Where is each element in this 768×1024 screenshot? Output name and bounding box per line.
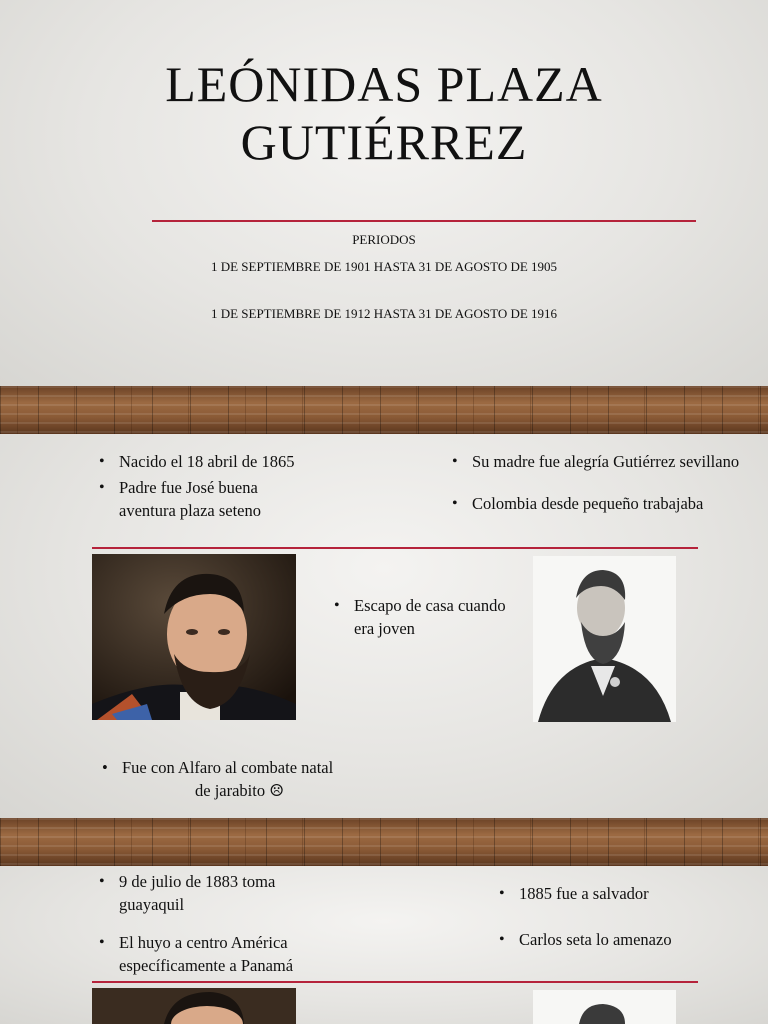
title-line-2: GUTIÉRREZ xyxy=(240,114,528,170)
portrait-photo-color xyxy=(92,554,296,720)
list-item: • Padre fue José buena aventura plaza seteno xyxy=(97,476,307,522)
list-item: • Carlos seta lo amenazo xyxy=(497,928,717,951)
section-divider xyxy=(92,981,698,983)
title-divider xyxy=(152,220,696,222)
section-divider xyxy=(92,547,698,549)
slide-title xyxy=(0,0,768,386)
bottom-bullet-line-2: de jarabito ☹ xyxy=(195,781,285,800)
slide-title-heading xyxy=(0,55,768,171)
period-2: 1 DE SEPTIEMBRE DE 1912 HASTA 31 DE AGOSTO DE 1916 xyxy=(210,306,558,321)
list-item: • Nacido el 18 abril de 1865 xyxy=(97,450,307,473)
right-bullet-list xyxy=(450,450,750,518)
slide-biography xyxy=(0,434,768,818)
portrait-photo-bw xyxy=(533,556,676,722)
list-item: • El huyo a centro América específicamente a Panamá xyxy=(97,931,337,977)
left-bullet-list xyxy=(97,450,307,525)
bottom-bullet-line-1: Fue con Alfaro al combate natal xyxy=(122,758,334,777)
list-item: • Su madre fue alegría Gutiérrez sevillano xyxy=(450,450,750,473)
portrait-photo-color xyxy=(92,988,296,1024)
periods-label: PERIODOS xyxy=(352,232,416,247)
bottom-bullet: • Fue con Alfaro al combate natal de jarabito ☹ xyxy=(100,756,400,802)
wood-floor-divider xyxy=(0,386,768,434)
list-item: • 1885 fue a salvador xyxy=(497,882,717,905)
right-bullet-list xyxy=(497,882,717,954)
slide-history xyxy=(0,866,768,1024)
list-item: • 9 de julio de 1883 toma guayaquil xyxy=(97,870,337,916)
list-item: • Colombia desde pequeño trabajaba xyxy=(450,492,750,515)
title-line-1: LEÓNIDAS PLAZA xyxy=(165,56,603,112)
left-bullet-list xyxy=(97,870,337,980)
period-1: 1 DE SEPTIEMBRE DE 1901 HASTA 31 DE AGOSTO DE 1905 xyxy=(210,259,558,274)
portrait-photo-bw xyxy=(533,990,676,1024)
wood-floor-divider xyxy=(0,818,768,866)
list-item: • Escapo de casa cuando era joven xyxy=(332,594,512,640)
middle-bullet-list xyxy=(332,594,512,643)
